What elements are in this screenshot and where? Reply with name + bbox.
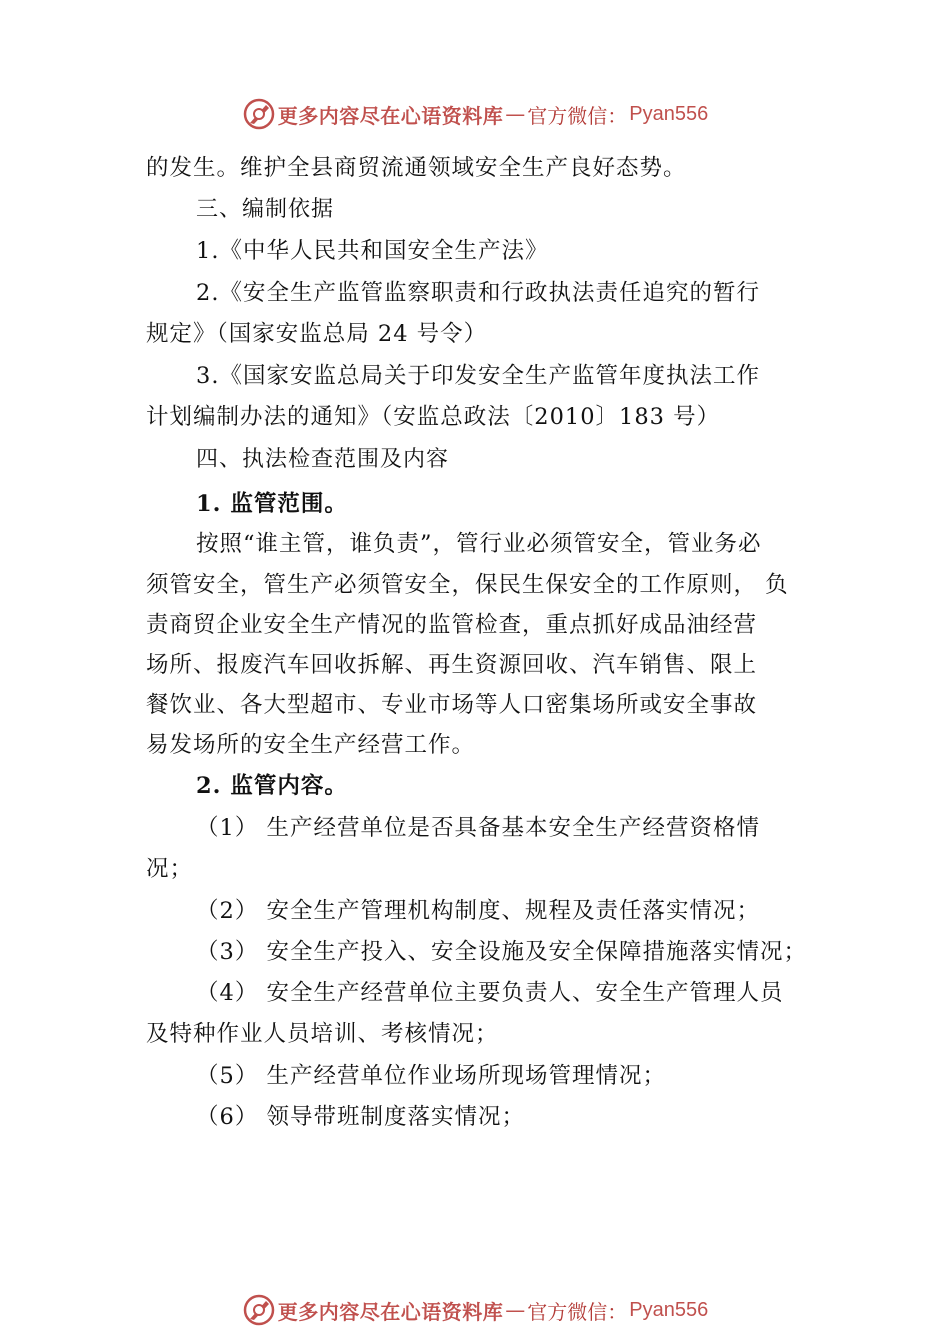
watermark-wechat-id: Pyan556: [629, 102, 709, 125]
list-item: （2） 安全生产管理机构制度、规程及责任落实情况；: [196, 898, 760, 924]
subsection-heading: 1. 监管范围。: [196, 491, 348, 517]
quill-seal-icon: [242, 97, 276, 131]
paragraph-line: 场所、报废汽车回收拆解、再生资源回收、汽车销售、限上: [146, 652, 758, 678]
paragraph-line: 责商贸企业安全生产情况的监管检查，重点抓好成品油经营: [146, 612, 758, 638]
list-item-continuation: 及特种作业人员培训、考核情况；: [146, 1021, 499, 1047]
list-item: （4） 安全生产经营单位主要负责人、安全生产管理人员: [196, 980, 784, 1006]
watermark-brand: 更多内容尽在心语资料库: [277, 103, 504, 128]
list-item-continuation: 况；: [146, 856, 194, 882]
watermark-label: 官方微信：: [527, 103, 628, 128]
list-item: （6） 领导带班制度落实情况；: [196, 1104, 525, 1130]
subsection-heading: 2. 监管内容。: [196, 773, 348, 799]
paragraph-line: 的发生。维护全县商贸流通领域安全生产良好态势。: [146, 155, 687, 181]
list-item-continuation: 规定》（国家安监总局 24 号令）: [146, 321, 488, 347]
list-item: 1.《中华人民共和国安全生产法》: [196, 238, 549, 264]
list-item: （5） 生产经营单位作业场所现场管理情况；: [196, 1063, 666, 1089]
watermark-group: [242, 1293, 708, 1327]
section-heading: 四、执法检查范围及内容: [196, 447, 450, 472]
quill-seal-icon: [242, 1293, 276, 1327]
list-item: （3） 安全生产投入、安全设施及安全保障措施落实情况；: [196, 939, 807, 965]
paragraph-line: 须管安全，管生产必须管安全，保民生保安全的工作原则， 负: [146, 572, 789, 598]
watermark-dash: —: [505, 1298, 526, 1322]
watermark-brand: 更多内容尽在心语资料库: [277, 1299, 504, 1324]
watermark-dash: —: [505, 102, 526, 126]
paragraph-line: 易发场所的安全生产经营工作。: [146, 732, 476, 758]
watermark-label: 官方微信：: [527, 1299, 628, 1324]
watermark-group: [242, 97, 708, 131]
list-item-continuation: 计划编制办法的通知》（安监总政法〔2010〕183 号）: [146, 404, 721, 430]
watermark-footer: [0, 1290, 950, 1330]
paragraph-line: 按照“谁主管，谁负责”，管行业必须管安全，管业务必: [196, 531, 762, 557]
watermark-wechat-id: Pyan556: [629, 1298, 709, 1321]
watermark-header: [0, 94, 950, 134]
list-item: 3.《国家安监总局关于印发安全生产监管年度执法工作: [196, 363, 760, 389]
paragraph-line: 餐饮业、各大型超市、专业市场等人口密集场所或安全事故: [146, 692, 758, 718]
list-item: （1） 生产经营单位是否具备基本安全生产经营资格情: [196, 815, 760, 841]
list-item: 2.《安全生产监管监察职责和行政执法责任追究的暂行: [196, 280, 760, 306]
section-heading: 三、编制依据: [196, 197, 335, 222]
